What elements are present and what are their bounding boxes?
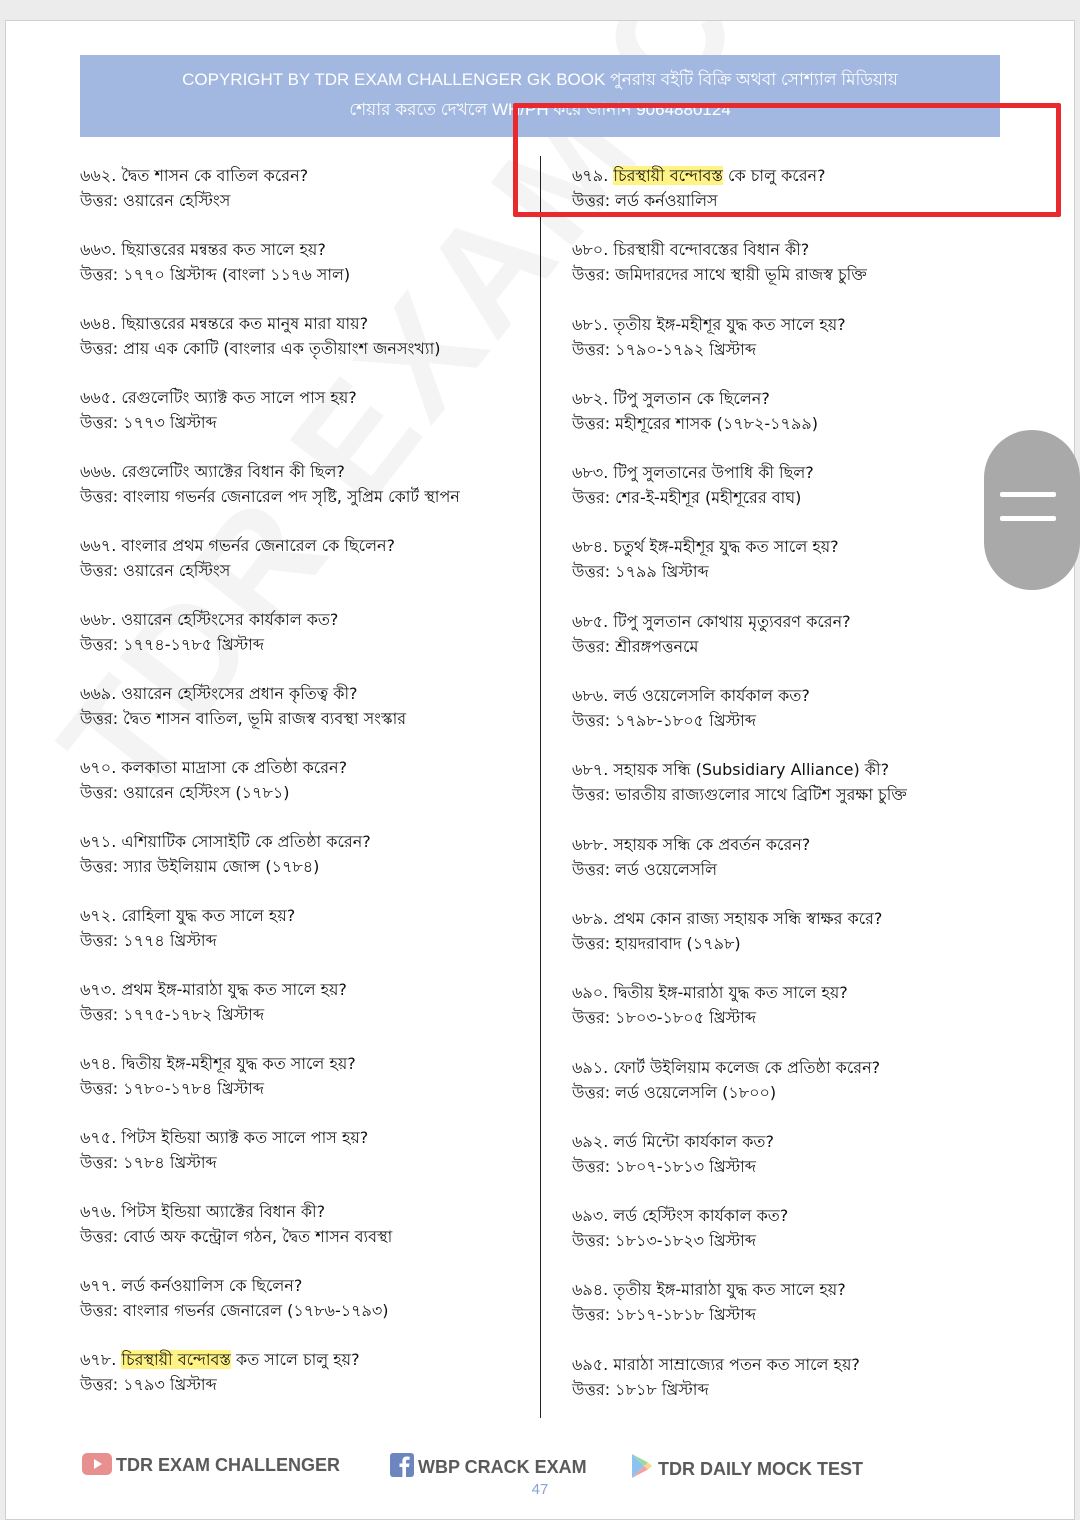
qa-item [80,829,535,879]
question-prefix: ৬৭৯. [572,166,614,185]
qa-item [80,1199,535,1249]
question-prefix: ৬৭৮. [80,1350,122,1369]
question-text: ৬৭৩. প্রথম ইঙ্গ-মারাঠা যুদ্ধ কত সালে হয়? [80,980,347,999]
banner-line-1: COPYRIGHT BY TDR EXAM CHALLENGER GK BOOK পুনরায় বইটি বিক্রি অথবা সোশ্যাল মিডিয়ায় [182,70,898,89]
question-text: ৬৯২. লর্ড মিন্টো কার্যকাল কত? [572,1131,774,1151]
footer-facebook-label: WBP CRACK EXAM [418,1457,587,1477]
answer-text: উত্তর: ১৮১৩-১৮২৩ খ্রিস্টাব্দ [572,1231,757,1251]
handle-grip-line [1000,516,1056,521]
red-annotation-box [513,103,1061,217]
question-text: ৬৮১. তৃতীয় ইঙ্গ-মহীশূর যুদ্ধ কত সালে হয়? [572,314,846,334]
answer-text: উত্তর: স্যার উইলিয়াম জোন্স (১৭৮৪) [80,857,320,876]
question-text: ৬৮৮. সহায়ক সন্ধি কে প্রবর্তন করেন? [572,834,811,854]
question-text: ৬৬৫. রেগুলেটিং অ্যাক্ট কত সালে পাস হয়? [80,388,357,407]
question-text: ৬৮৩. টিপু সুলতানের উপাধি কী ছিল? [572,463,814,483]
answer-text: উত্তর: মহীশূরের শাসক (১৭৮২-১৭৯৯) [572,413,818,433]
qa-item [572,534,1012,584]
highlighted-term: চিরস্থায়ী বন্দোবস্ত [121,1350,231,1369]
answer-text: উত্তর: ১৭৯০-১৭৯২ খ্রিস্টাব্দ [572,339,757,359]
qa-item [80,1051,535,1101]
answer-text: উত্তর: লর্ড কর্নওয়ালিস [572,191,718,210]
qa-item [572,609,1012,659]
qa-item [80,607,535,657]
qa-item [80,977,535,1027]
question-text: ৬৯৩. লর্ড হেস্টিংস কার্যকাল কত? [572,1206,789,1226]
question-text: ৬৬৭. বাংলার প্রথম গভর্নর জেনারেল কে ছিলেন? [80,536,396,555]
question-text: ৬৮০. চিরস্থায়ী বন্দোবস্তের বিধান কী? [572,240,810,260]
answer-text: উত্তর: ১৭৯৮-১৮০৫ খ্রিস্টাব্দ [572,711,757,731]
answer-text: উত্তর: ১৭৮৪ খ্রিস্টাব্দ [80,1153,217,1172]
answer-text: উত্তর: শের-ই-মহীশূর (মহীশূরের বাঘ) [572,488,802,508]
answer-text: উত্তর: বাংলার গভর্নর জেনারেল (১৭৮৬-১৭৯৩) [80,1301,389,1320]
highlighted-term: চিরস্থায়ী বন্দোবস্ত [613,166,723,185]
answer-text: উত্তর: ১৮০৩-১৮০৫ খ্রিস্টাব্দ [572,1008,757,1028]
question-text: ৬৮২. টিপু সুলতান কে ছিলেন? [572,388,770,408]
answer-text: উত্তর: হায়দরাবাদ (১৭৯৮) [572,933,741,953]
question-text: ৬৭৫. পিটস ইন্ডিয়া অ্যাক্ট কত সালে পাস হয়? [80,1128,369,1147]
column-divider [540,156,541,1418]
footer-playstore-label: TDR DAILY MOCK TEST [658,1459,864,1479]
google-play-icon [630,1453,654,1484]
youtube-icon [82,1453,112,1480]
handle-grip-line [1000,492,1056,497]
question-text: ৬৬৯. ওয়ারেন হেস্টিংসের প্রধান কৃতিত্ব কী? [80,684,358,703]
answer-text: উত্তর: ১৭৭৩ খ্রিস্টাব্দ [80,413,217,432]
answer-text: উত্তর: ভারতীয় রাজ্যগুলোর সাথে ব্রিটিশ সুরক্ষা চুক্তি [572,785,907,805]
answer-text: উত্তর: ১৭৭৪ খ্রিস্টাব্দ [80,931,217,950]
question-text: ৬৭১. এশিয়াটিক সোসাইটি কে প্রতিষ্ঠা করেন? [80,832,371,851]
question-text: ৬৬৮. ওয়ারেন হেস্টিংসের কার্যকাল কত? [80,610,339,629]
question-suffix: কে চালু করেন? [722,166,826,185]
qa-item [572,386,1012,436]
page-number: 47 [531,1481,549,1498]
footer-youtube-link[interactable] [82,1453,340,1480]
qa-item [80,459,535,509]
scroll-handle[interactable] [984,430,1080,590]
question-text: ৬৬৬. রেগুলেটিং অ্যাক্টের বিধান কী ছিল? [80,462,345,481]
qa-item [572,1277,1012,1327]
qa-item [572,1352,1012,1402]
qa-item [572,237,1012,287]
footer-youtube-label: TDR EXAM CHALLENGER [116,1455,340,1475]
qa-item [80,1347,535,1397]
answer-text: উত্তর: ১৭৭৫-১৭৮২ খ্রিস্টাব্দ [80,1005,265,1024]
footer-playstore-link[interactable] [630,1453,863,1484]
question-text: ৬৭৭. লর্ড কর্নওয়ালিস কে ছিলেন? [80,1276,303,1295]
answer-text: উত্তর: ওয়ারেন হেস্টিংস (১৭৮১) [80,783,290,802]
question-text: ৬৭২. রোহিলা যুদ্ধ কত সালে হয়? [80,906,296,925]
qa-item [80,681,535,731]
qa-item [80,903,535,953]
banner-line-2: শেয়ার করতে দেখলে WH/PH করে জানান 9064880124 [349,100,731,119]
qa-item [80,1273,535,1323]
question-text: ৬৭০. কলকাতা মাদ্রাসা কে প্রতিষ্ঠা করেন? [80,758,348,777]
qa-item [80,237,535,287]
qa-item [80,533,535,583]
question-text: ৬৯০. দ্বিতীয় ইঙ্গ-মারাঠা যুদ্ধ কত সালে হয়? [572,983,848,1003]
question-text: ৬৬৪. ছিয়াত্তরের মন্বন্তরে কত মানুষ মারা যায়? [80,314,369,333]
question-text: ৬৮৪. চতুর্থ ইঙ্গ-মহীশূর যুদ্ধ কত সালে হয়? [572,537,839,557]
answer-text: উত্তর: প্রায় এক কোটি (বাংলার এক তৃতীয়াংশ জনসংখ্যা) [80,339,441,358]
question-text: ৬৭৬. পিটস ইন্ডিয়া অ্যাক্টের বিধান কী? [80,1202,326,1221]
right-column [572,163,1012,1426]
question-suffix: কত সালে চালু হয়? [230,1350,360,1369]
question-text [80,1347,535,1372]
answer-text: উত্তর: বাংলায় গভর্নর জেনারেল পদ সৃষ্টি, সুপ্রিম কোর্ট স্থাপন [80,487,460,506]
qa-item [572,980,1012,1030]
qa-item [572,1129,1012,1179]
question-text: ৬৮৯. প্রথম কোন রাজ্য সহায়ক সন্ধি স্বাক্ষর করে? [572,908,883,928]
qa-item [572,832,1012,882]
question-text: ৬৮৫. টিপু সুলতান কোথায় মৃত্যুবরণ করেন? [572,611,851,631]
qa-item [80,163,535,213]
answer-text: উত্তর: লর্ড ওয়েলেসলি (১৮০০) [572,1082,777,1102]
document-page [5,20,1075,1520]
answer-text: উত্তর: ১৮১৮ খ্রিস্টাব্দ [572,1379,709,1399]
footer-facebook-link[interactable] [390,1453,587,1482]
question-text: ৬৮৭. সহায়ক সন্ধি (Subsidiary Alliance) কী? [572,760,890,780]
facebook-icon [390,1453,414,1482]
answer-text: উত্তর: ১৮০৭-১৮১৩ খ্রিস্টাব্দ [572,1156,757,1176]
qa-item [572,312,1012,362]
qa-item [572,1203,1012,1253]
answer-text: উত্তর: বোর্ড অফ কন্ট্রোল গঠন, দ্বৈত শাসন ব্যবস্থা [80,1227,393,1246]
qa-item [572,906,1012,956]
qa-item [80,385,535,435]
question-text: ৬৬২. দ্বৈত শাসন কে বাতিল করেন? [80,166,309,185]
answer-text: উত্তর: জমিদারদের সাথে স্থায়ী ভূমি রাজস্ব চুক্তি [572,265,867,285]
question-text: ৬৮৬. লর্ড ওয়েলেসলি কার্যকাল কত? [572,686,810,706]
answer-text: উত্তর: লর্ড ওয়েলেসলি [572,859,718,879]
left-column [80,163,535,1421]
qa-item [80,311,535,361]
question-text: ৬৬৩. ছিয়াত্তরের মন্বন্তর কত সালে হয়? [80,240,326,259]
answer-text: উত্তর: ১৭৭৪-১৭৮৫ খ্রিস্টাব্দ [80,635,265,654]
answer-text: উত্তর: ১৮১৭-১৮১৮ খ্রিস্টাব্দ [572,1305,756,1325]
qa-item [80,1125,535,1175]
answer-text: উত্তর: শ্রীরঙ্গপত্তনমে [572,636,699,656]
qa-item [572,1055,1012,1105]
question-text: ৬৯৪. তৃতীয় ইঙ্গ-মারাঠা যুদ্ধ কত সালে হয়? [572,1280,846,1300]
question-text: ৬৭৪. দ্বিতীয় ইঙ্গ-মহীশূর যুদ্ধ কত সালে হয়? [80,1054,356,1073]
answer-text: উত্তর: ওয়ারেন হেস্টিংস [80,191,231,210]
question-text: ৬৯৫. মারাঠা সাম্রাজ্যের পতন কত সালে হয়? [572,1354,860,1374]
answer-text: উত্তর: ১৭৮০-১৭৮৪ খ্রিস্টাব্দ [80,1079,265,1098]
answer-text: উত্তর: ওয়ারেন হেস্টিংস [80,561,231,580]
qa-item [572,757,1012,807]
answer-text: উত্তর: ১৭৭০ খ্রিস্টাব্দ (বাংলা ১১৭৬ সাল) [80,265,351,284]
question-text: ৬৯১. ফোর্ট উইলিয়াম কলেজ কে প্রতিষ্ঠা করেন? [572,1057,881,1077]
qa-item [572,460,1012,510]
answer-text: উত্তর: দ্বৈত শাসন বাতিল, ভূমি রাজস্ব ব্যবস্থা সংস্কার [80,709,407,728]
answer-text: উত্তর: ১৭৯৩ খ্রিস্টাব্দ [80,1375,217,1394]
answer-text: উত্তর: ১৭৯৯ খ্রিস্টাব্দ [572,562,709,582]
qa-item [572,683,1012,733]
qa-item [80,755,535,805]
